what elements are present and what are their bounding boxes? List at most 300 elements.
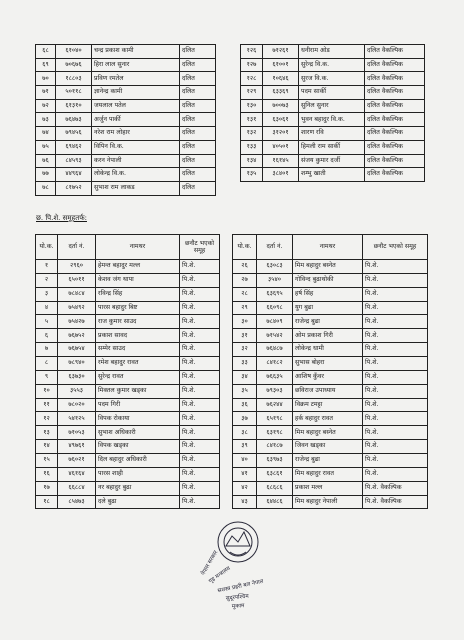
serial-cell: ३१ — [233, 329, 257, 343]
table-row — [241, 86, 425, 100]
table-row — [36, 168, 216, 182]
name-cell: सम्मेर साउद — [96, 343, 180, 357]
serial-cell: १३४ — [241, 154, 263, 168]
table-row — [36, 260, 220, 274]
serial-cell: ८ — [36, 357, 58, 371]
table-row — [36, 58, 216, 72]
serial-cell: १२९ — [241, 86, 263, 100]
seal-text: मुकाम — [231, 603, 245, 610]
name-cell: दले बुढा — [96, 495, 180, 509]
name-cell: ओम प्रकाश गिरी — [293, 329, 363, 343]
registration-no-cell: ३५४० — [257, 273, 293, 287]
serial-cell: ६९ — [36, 58, 56, 72]
seal-text: सुदूरपश्चिम — [225, 593, 250, 602]
name-cell: ज्ञानेन्द्र कामी — [92, 86, 180, 100]
group-cell: दलित वैकल्पिक — [365, 72, 425, 86]
serial-cell: ३६ — [233, 398, 257, 412]
registration-no-cell: ६३६९५ — [257, 287, 293, 301]
table-row — [36, 440, 220, 454]
serial-cell: ७७ — [36, 168, 56, 182]
serial-cell: ६८ — [36, 45, 56, 59]
name-cell: पदम सार्की — [299, 86, 365, 100]
group-cell: दलित — [180, 72, 216, 86]
group-cell: दलित — [180, 140, 216, 154]
registration-no-cell: १६१४५ — [263, 154, 299, 168]
table-row — [36, 357, 220, 371]
registration-no-cell: ७१२६१ — [263, 45, 299, 59]
serial-cell: १३३ — [241, 140, 263, 154]
serial-cell: ४१ — [233, 467, 257, 481]
group-cell: पि.शे. — [180, 384, 220, 398]
registration-no-cell: २९६० — [58, 260, 96, 274]
serial-cell: ३७ — [233, 412, 257, 426]
serial-cell: ७० — [36, 72, 56, 86]
group-cell: पि.शे. — [180, 440, 220, 454]
registration-no-cell: ७९४५६ — [56, 127, 92, 141]
official-seal-stamp — [196, 512, 280, 612]
table-row — [36, 45, 216, 59]
name-cell: धनीराम ओड — [299, 45, 365, 59]
name-cell: विपक खड्का — [96, 440, 180, 454]
group-cell: पि.शे. — [180, 412, 220, 426]
name-cell: हिमली राम सार्की — [299, 140, 365, 154]
name-cell: संजय कुमार दर्जी — [299, 154, 365, 168]
group-cell: पि.शे. — [180, 467, 220, 481]
header-registration-no: दर्ता नं. — [58, 235, 96, 260]
group-cell: पि.शे. — [363, 260, 428, 274]
serial-cell: ३९ — [233, 440, 257, 454]
table-row — [36, 329, 220, 343]
table-row — [36, 99, 216, 113]
table-row — [233, 384, 428, 398]
name-cell: सुभास बोहरा — [293, 357, 363, 371]
table-row — [36, 398, 220, 412]
serial-cell: २ — [36, 273, 58, 287]
name-cell: विपिन वि.क. — [92, 140, 180, 154]
registration-no-cell: ५०११८ — [56, 86, 92, 100]
registration-no-cell: ७८०२० — [58, 398, 96, 412]
registration-no-cell: ६३३६९ — [263, 86, 299, 100]
serial-cell: १५ — [36, 454, 58, 468]
name-cell: जिवन खड्का — [293, 440, 363, 454]
group-cell: पि.शे. — [180, 301, 220, 315]
serial-cell: १३० — [241, 99, 263, 113]
registration-no-cell: ६३८६१ — [257, 467, 293, 481]
group-cell: पि.शे. — [180, 426, 220, 440]
group-cell: पि.शे. — [180, 273, 220, 287]
serial-cell: १३१ — [241, 113, 263, 127]
group-cell: पि.शे. — [180, 260, 220, 274]
table-row — [233, 357, 428, 371]
serial-cell: १८ — [36, 495, 58, 509]
table-row — [233, 343, 428, 357]
serial-cell: २७ — [233, 273, 257, 287]
serial-cell: ३२ — [233, 343, 257, 357]
registration-no-cell: ७६२४४ — [257, 398, 293, 412]
serial-cell: ३३ — [233, 357, 257, 371]
name-cell: सुरज वि.क. — [299, 72, 365, 86]
registration-no-cell: ७६०२१ — [58, 454, 96, 468]
seal-text: सशस्त्र प्रहरी बल नेपाल — [217, 578, 265, 595]
name-cell: भुवन बहादुर वि.क. — [299, 113, 365, 127]
serial-cell: ७ — [36, 343, 58, 357]
name-cell: राजेन्द्र बुढा — [293, 315, 363, 329]
group-cell: पि.शे. वैकल्पिक — [363, 495, 428, 509]
serial-cell: ४ — [36, 301, 58, 315]
name-cell: मिम बहादुर बस्नेत — [293, 426, 363, 440]
registration-no-cell: ७६७५४ — [58, 343, 96, 357]
registration-no-cell: ६५०११ — [58, 273, 96, 287]
table-row — [36, 154, 216, 168]
table-row — [233, 301, 428, 315]
group-cell: दलित — [180, 99, 216, 113]
registration-no-cell: ६३९७३ — [257, 454, 293, 468]
registration-no-cell: ६१३१० — [56, 99, 92, 113]
registration-no-cell: ७६७५२ — [58, 329, 96, 343]
registration-no-cell: ८४१८७ — [257, 440, 293, 454]
table-row — [36, 467, 220, 481]
group-cell: पि.शे. — [363, 384, 428, 398]
registration-no-cell: ८५४७३ — [58, 495, 96, 509]
registration-no-cell: ७८९४० — [58, 357, 96, 371]
name-cell: हर्ष सिंह — [293, 287, 363, 301]
top-left-table — [35, 44, 216, 196]
name-cell: पारस बहादुर बिष्ट — [96, 301, 180, 315]
header-name: नामथर — [96, 235, 180, 260]
table-row — [233, 426, 428, 440]
group-cell: दलित — [180, 45, 216, 59]
serial-cell: १३५ — [241, 168, 263, 182]
group-cell: दलित — [180, 168, 216, 182]
seal-text: नेपाल सरकार — [200, 549, 220, 577]
registration-no-cell: ७८४०९ — [257, 315, 293, 329]
table-row — [233, 260, 428, 274]
registration-no-cell: १०६४६ — [263, 72, 299, 86]
table-row — [241, 168, 425, 182]
group-cell: पि.शे. — [180, 343, 220, 357]
name-cell: हर्क बहादुर रावत — [293, 412, 363, 426]
registration-no-cell: ७५४९२ — [58, 301, 96, 315]
name-cell: करन नेपाली — [92, 154, 180, 168]
name-cell: रविन्द्र सिंह — [96, 287, 180, 301]
table-row — [36, 181, 216, 195]
name-cell: सुरेन्द्र वि.क. — [299, 58, 365, 72]
serial-cell: ३५ — [233, 384, 257, 398]
name-cell: सुभाश राम लाकड — [92, 181, 180, 195]
name-cell: सुभाश अधिकारी — [96, 426, 180, 440]
table-row — [36, 127, 216, 141]
group-cell: पि.शे. — [363, 343, 428, 357]
name-cell: दिल बहादुर अधिकारी — [96, 454, 180, 468]
serial-cell: ६ — [36, 329, 58, 343]
group-cell: पि.शे. — [363, 273, 428, 287]
group-cell: पि.शे. — [180, 454, 220, 468]
group-cell: दलित वैकल्पिक — [365, 154, 425, 168]
table-row — [36, 301, 220, 315]
name-cell: विक्रम टमट्टा — [293, 398, 363, 412]
table-row — [241, 45, 425, 59]
table-row — [241, 99, 425, 113]
serial-cell: ७३ — [36, 113, 56, 127]
group-cell: पि.शे. — [180, 398, 220, 412]
group-cell: दलित — [180, 86, 216, 100]
serial-cell: ७८ — [36, 181, 56, 195]
table-row — [241, 72, 425, 86]
registration-no-cell: ४०५०१ — [263, 140, 299, 154]
header-selected-group: छनौट भएको समूह — [363, 235, 428, 260]
registration-no-cell: ५४१२५ — [58, 412, 96, 426]
group-cell: पि.शे. — [180, 287, 220, 301]
section-title: छ. पि.शे. समूहतर्फ: — [36, 214, 87, 222]
group-cell: पि.शे. — [363, 454, 428, 468]
serial-cell: १ — [36, 260, 58, 274]
table-row — [241, 140, 425, 154]
serial-cell: १२६ — [241, 45, 263, 59]
registration-no-cell: ६१००१ — [263, 58, 299, 72]
name-cell: गोविन्द बुढाथोकी — [293, 273, 363, 287]
serial-cell: ३० — [233, 315, 257, 329]
group-cell: पि.शे. वैकल्पिक — [363, 481, 428, 495]
registration-no-cell: ७०६७६ — [56, 58, 92, 72]
group-cell: पि.शे. — [363, 287, 428, 301]
bottom-right-table — [232, 234, 428, 509]
name-cell: राजेन्द्र बुढा — [293, 454, 363, 468]
group-cell: दलित वैकल्पिक — [365, 140, 425, 154]
table-row — [36, 426, 220, 440]
group-cell: पि.शे. — [363, 315, 428, 329]
seal-text: गृह मन्त्रालय — [208, 565, 232, 585]
group-cell: पि.शे. — [180, 329, 220, 343]
name-cell: हेमन्त बहादुर मल्ल — [96, 260, 180, 274]
registration-no-cell: ७६६३५ — [257, 370, 293, 384]
serial-cell: १४ — [36, 440, 58, 454]
table-row — [36, 412, 220, 426]
registration-no-cell: ७१५४२ — [257, 329, 293, 343]
registration-no-cell: ८४५९३ — [56, 154, 92, 168]
group-cell: पि.शे. — [363, 426, 428, 440]
group-cell: पि.शे. — [363, 412, 428, 426]
table-row — [36, 454, 220, 468]
registration-no-cell: ३१२०१ — [263, 127, 299, 141]
registration-no-cell: ६१०४० — [56, 45, 92, 59]
registration-no-cell: ८४१८२ — [257, 357, 293, 371]
name-cell: मिम बहादुर रावत — [293, 467, 363, 481]
header-serial: यो.क. — [233, 235, 257, 260]
registration-no-cell: ७१०५३ — [58, 426, 96, 440]
table-row — [233, 398, 428, 412]
registration-no-cell: ६३०८३ — [257, 260, 293, 274]
group-cell: दलित — [180, 58, 216, 72]
table-row — [241, 113, 425, 127]
serial-cell: ७६ — [36, 154, 56, 168]
group-cell: दलित वैकल्पिक — [365, 86, 425, 100]
group-cell: पि.शे. — [180, 315, 220, 329]
serial-cell: २६ — [233, 260, 257, 274]
table-row — [233, 440, 428, 454]
registration-no-cell: ४४९६४ — [56, 168, 92, 182]
name-cell: सुनिल सुनार — [299, 99, 365, 113]
registration-no-cell: ४६१६४ — [58, 467, 96, 481]
name-cell: मिम बहादुर बस्नेत — [293, 260, 363, 274]
registration-no-cell: ७००७३ — [263, 99, 299, 113]
header-serial: यो.क. — [36, 235, 58, 260]
table-row — [36, 72, 216, 86]
name-cell: आशिष कुँवर — [293, 370, 363, 384]
registration-no-cell: ३५५३ — [58, 384, 96, 398]
name-cell: हिरा लाल सुनार — [92, 58, 180, 72]
table-row — [233, 273, 428, 287]
group-cell: दलित — [180, 127, 216, 141]
group-cell: पि.शे. — [180, 357, 220, 371]
name-cell: अर्जुन पार्की — [92, 113, 180, 127]
group-cell: पि.शे. — [363, 357, 428, 371]
name-cell: नर बहादुर बुढा — [96, 481, 180, 495]
registration-no-cell: ६९४६२ — [56, 140, 92, 154]
name-cell: सुरेन्द्र रावत — [96, 370, 180, 384]
serial-cell: ३४ — [233, 370, 257, 384]
serial-cell: १२७ — [241, 58, 263, 72]
table-row — [233, 495, 428, 509]
group-cell: दलित वैकल्पिक — [365, 168, 425, 182]
table-row — [36, 113, 216, 127]
group-cell: दलित — [180, 113, 216, 127]
table-row — [36, 273, 220, 287]
serial-cell: १२८ — [241, 72, 263, 86]
serial-cell: १३२ — [241, 127, 263, 141]
name-cell: नरेश राम लोहार — [92, 127, 180, 141]
name-cell: शारण रवि — [299, 127, 365, 141]
group-cell: पि.शे. — [363, 370, 428, 384]
group-cell: पि.शे. — [180, 370, 220, 384]
serial-cell: २८ — [233, 287, 257, 301]
table-row — [233, 454, 428, 468]
serial-cell: ५ — [36, 315, 58, 329]
header-registration-no: दर्ता नं. — [257, 235, 293, 260]
serial-cell: ७४ — [36, 127, 56, 141]
group-cell: पि.शे. — [363, 329, 428, 343]
serial-cell: १२ — [36, 412, 58, 426]
registration-no-cell: १८८०३ — [56, 72, 92, 86]
header-name: नामथर — [293, 235, 363, 260]
registration-no-cell: ३८४०१ — [263, 168, 299, 182]
name-cell: राज कुमार साउद — [96, 315, 180, 329]
registration-no-cell: ६६०९८ — [257, 301, 293, 315]
serial-cell: ७५ — [36, 140, 56, 154]
table-row — [233, 287, 428, 301]
table-row — [241, 127, 425, 141]
bottom-left-table — [35, 234, 220, 509]
name-cell: प्रकाश मल्ल — [293, 481, 363, 495]
serial-cell: ७१ — [36, 86, 56, 100]
registration-no-cell: ७८४८४ — [58, 287, 96, 301]
table-row — [233, 467, 428, 481]
serial-cell: १७ — [36, 481, 58, 495]
registration-no-cell: ६३७३० — [58, 370, 96, 384]
registration-no-cell: ७५४२७ — [58, 315, 96, 329]
group-cell: पि.शे. — [363, 440, 428, 454]
serial-cell: ४२ — [233, 481, 257, 495]
table-row — [36, 481, 220, 495]
name-cell: युग बुढा — [293, 301, 363, 315]
name-cell: प्रविण रमतेल — [92, 72, 180, 86]
table-row — [36, 384, 220, 398]
serial-cell: ४० — [233, 454, 257, 468]
table-row — [233, 315, 428, 329]
group-cell: दलित — [180, 181, 216, 195]
serial-cell: ३ — [36, 287, 58, 301]
registration-no-cell: ७६४८७ — [257, 343, 293, 357]
serial-cell: १३ — [36, 426, 58, 440]
name-cell: मिम बहादुर नेपाली — [293, 495, 363, 509]
registration-no-cell: ७९३०३ — [257, 384, 293, 398]
table-row — [233, 329, 428, 343]
name-cell: विपक रोकाया — [96, 412, 180, 426]
group-cell: पि.शे. — [363, 467, 428, 481]
table-row — [233, 412, 428, 426]
serial-cell: ४३ — [233, 495, 257, 509]
group-cell: दलित वैकल्पिक — [365, 58, 425, 72]
registration-no-cell: ६५१९८ — [257, 412, 293, 426]
table-row — [241, 58, 425, 72]
serial-cell: २९ — [233, 301, 257, 315]
serial-cell: ३८ — [233, 426, 257, 440]
serial-cell: १० — [36, 384, 58, 398]
name-cell: मिक्तल कुमार खड्का — [96, 384, 180, 398]
table-row — [36, 86, 216, 100]
name-cell: रमेश बहादुर रावत — [96, 357, 180, 371]
group-cell: दलित वैकल्पिक — [365, 45, 425, 59]
group-cell: दलित — [180, 154, 216, 168]
registration-no-cell: ६४४८६ — [257, 495, 293, 509]
header-selected-group: छनौट भएको समूह — [180, 235, 220, 260]
group-cell: पि.शे. — [180, 481, 220, 495]
top-right-table — [240, 44, 425, 182]
group-cell: दलित वैकल्पिक — [365, 127, 425, 141]
registration-no-cell: ७६४७३ — [56, 113, 92, 127]
name-cell: चन्द्र प्रकाश कामी — [92, 45, 180, 59]
registration-no-cell: ४९७६१ — [58, 440, 96, 454]
group-cell: पि.शे. — [363, 398, 428, 412]
serial-cell: ७२ — [36, 99, 56, 113]
registration-no-cell: ६३०६१ — [263, 113, 299, 127]
registration-no-cell: ६६८८४ — [58, 481, 96, 495]
serial-cell: ९ — [36, 370, 58, 384]
name-cell: छविराज उपाध्याय — [293, 384, 363, 398]
registration-no-cell: ६८६८६ — [257, 481, 293, 495]
table-row — [36, 495, 220, 509]
serial-cell: ११ — [36, 398, 58, 412]
table-row — [233, 370, 428, 384]
name-cell: पदम गिरी — [96, 398, 180, 412]
name-cell: लोकेन्द्र धामी — [293, 343, 363, 357]
name-cell: प्रकाश सावद — [96, 329, 180, 343]
serial-cell: १६ — [36, 467, 58, 481]
table-row — [36, 140, 216, 154]
name-cell: शम्भु खाती — [299, 168, 365, 182]
table-row — [36, 287, 220, 301]
name-cell: पारस शाही — [96, 467, 180, 481]
name-cell: लोकेन्द्र वि.क. — [92, 168, 180, 182]
name-cell: जयलाल पतेल — [92, 99, 180, 113]
group-cell: दलित वैकल्पिक — [365, 99, 425, 113]
group-cell: पि.शे. — [180, 495, 220, 509]
name-cell: केशव जंग थापा — [96, 273, 180, 287]
registration-no-cell: ६३१९८ — [257, 426, 293, 440]
group-cell: दलित वैकल्पिक — [365, 113, 425, 127]
table-row — [36, 343, 220, 357]
registration-no-cell: ८१७५२ — [56, 181, 92, 195]
table-row — [233, 481, 428, 495]
